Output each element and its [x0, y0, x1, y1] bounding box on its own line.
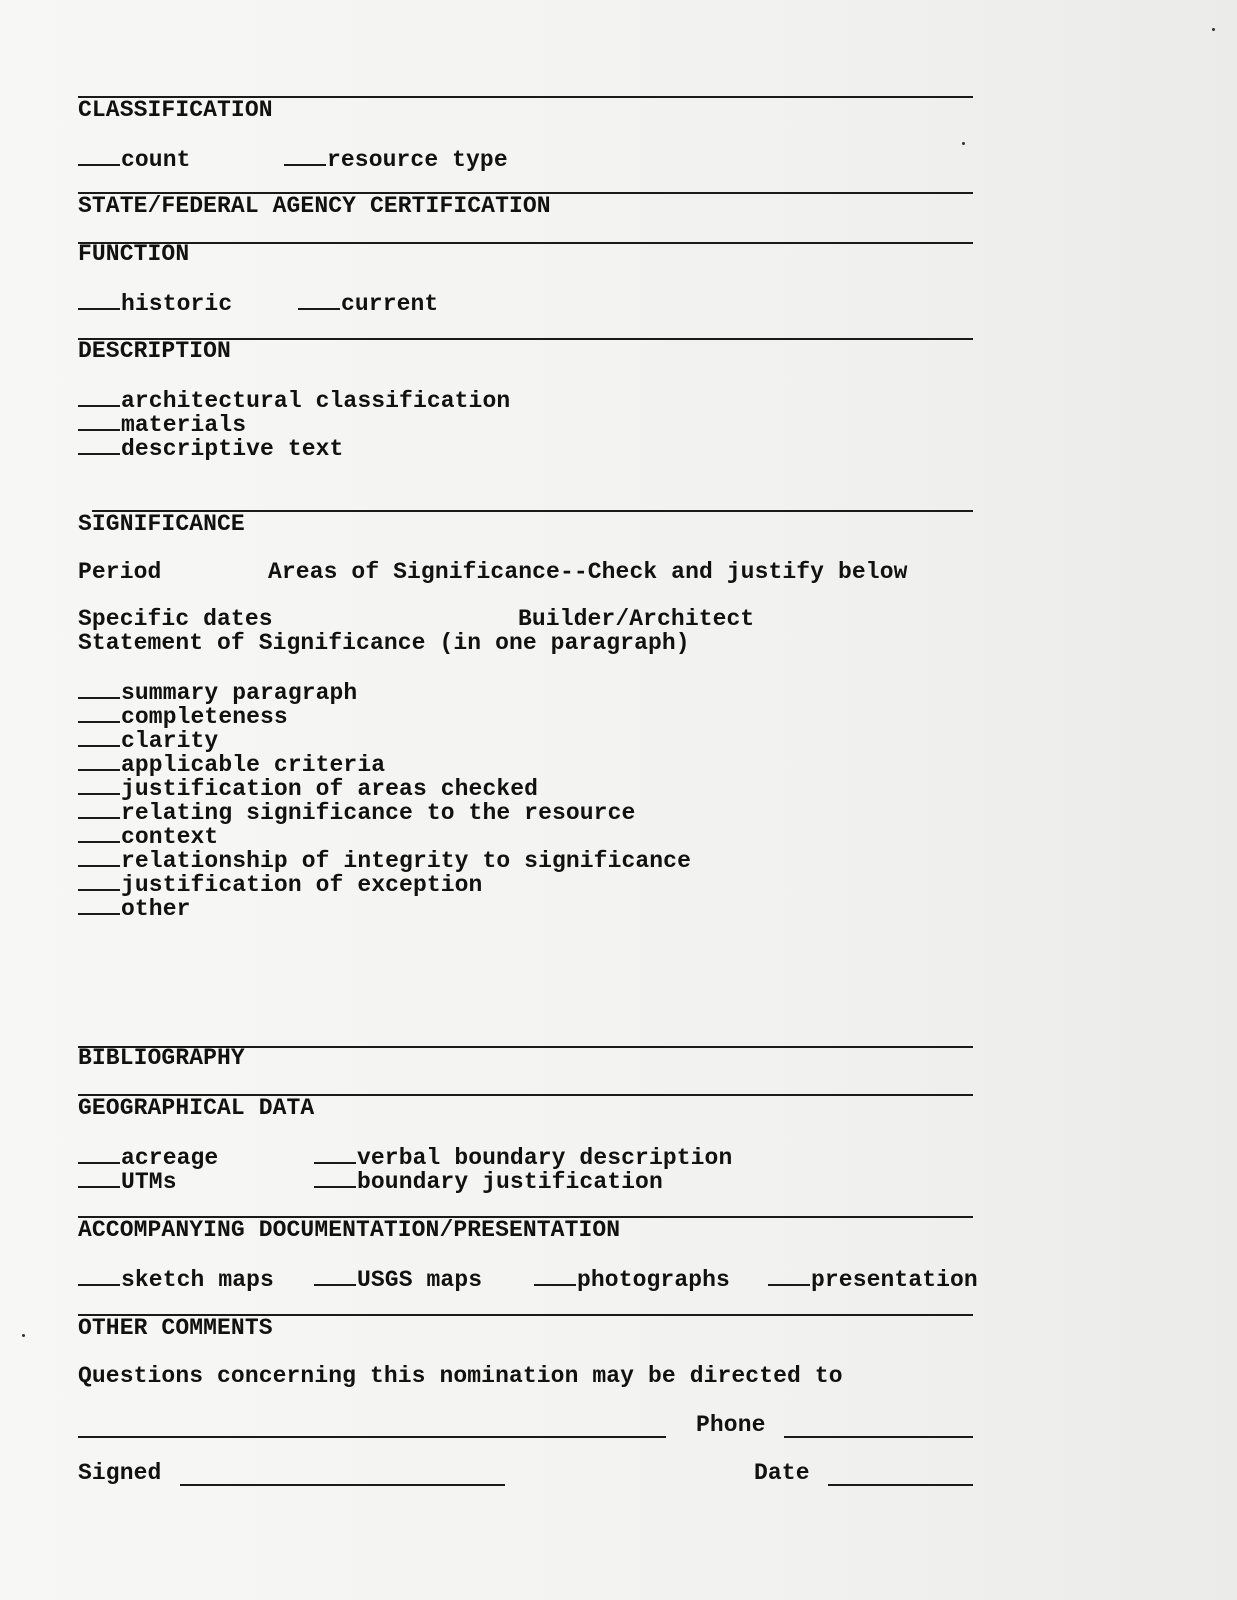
checklist-item[interactable]: UTMs	[78, 1168, 177, 1194]
check-blank[interactable]	[78, 1144, 120, 1164]
check-blank[interactable]	[768, 1266, 810, 1286]
certification-heading: STATE/FEDERAL AGENCY CERTIFICATION	[78, 193, 551, 219]
check-blank[interactable]	[78, 411, 120, 431]
phone-label: Phone	[696, 1412, 766, 1438]
check-blank[interactable]	[78, 1266, 120, 1286]
checklist-item[interactable]: acreage	[78, 1144, 218, 1170]
function-heading: FUNCTION	[78, 241, 190, 267]
check-blank[interactable]	[78, 290, 120, 310]
check-blank[interactable]	[78, 387, 120, 407]
checklist-item[interactable]: clarity	[78, 727, 218, 753]
check-blank[interactable]	[78, 871, 120, 891]
checklist-item[interactable]: count	[78, 146, 191, 172]
checklist-item[interactable]: boundary justification	[314, 1168, 663, 1194]
statement-label: Statement of Significance (in one paragraph)	[78, 630, 690, 656]
check-blank[interactable]	[78, 895, 120, 915]
checklist-item[interactable]: USGS maps	[314, 1266, 482, 1292]
checklist-item[interactable]: historic	[78, 290, 232, 316]
checklist-item[interactable]: photographs	[534, 1266, 730, 1292]
check-blank[interactable]	[314, 1144, 356, 1164]
checklist-item[interactable]: verbal boundary description	[314, 1144, 732, 1170]
check-blank[interactable]	[78, 751, 120, 771]
checklist-item[interactable]: relating significance to the resource	[78, 799, 635, 825]
check-blank[interactable]	[78, 823, 120, 843]
section-rule	[78, 242, 973, 244]
contact-name-line[interactable]	[78, 1436, 666, 1438]
check-blank[interactable]	[78, 703, 120, 723]
check-blank[interactable]	[284, 146, 326, 166]
checklist-item[interactable]: descriptive text	[78, 435, 343, 461]
areas-label: Areas of Significance--Check and justify below	[268, 559, 908, 585]
description-heading: DESCRIPTION	[78, 338, 231, 364]
date-line[interactable]	[828, 1484, 973, 1486]
scan-speck	[1212, 28, 1215, 31]
scan-speck	[962, 142, 965, 145]
check-blank[interactable]	[78, 847, 120, 867]
checklist-item[interactable]: current	[298, 290, 438, 316]
check-blank[interactable]	[78, 1168, 120, 1188]
questions-text: Questions concerning this nomination may be directed to	[78, 1363, 843, 1389]
check-blank[interactable]	[78, 435, 120, 455]
signature-line[interactable]	[180, 1484, 505, 1486]
comments-heading: OTHER COMMENTS	[78, 1315, 273, 1341]
classification-heading: CLASSIFICATION	[78, 97, 273, 123]
checklist-item[interactable]: other	[78, 895, 191, 921]
documentation-heading: ACCOMPANYING DOCUMENTATION/PRESENTATION	[78, 1217, 621, 1243]
significance-heading: SIGNIFICANCE	[78, 511, 245, 537]
checklist-item[interactable]: justification of areas checked	[78, 775, 538, 801]
checklist-item[interactable]: context	[78, 823, 218, 849]
check-blank[interactable]	[314, 1168, 356, 1188]
checklist-item[interactable]: justification of exception	[78, 871, 482, 897]
checklist-item[interactable]: materials	[78, 411, 246, 437]
dates-label: Specific dates	[78, 606, 273, 632]
geographical-heading: GEOGRAPHICAL DATA	[78, 1095, 315, 1121]
check-blank[interactable]	[78, 775, 120, 795]
scan-speck	[22, 1334, 25, 1337]
checklist-item[interactable]: architectural classification	[78, 387, 510, 413]
check-blank[interactable]	[314, 1266, 356, 1286]
builder-label: Builder/Architect	[518, 606, 755, 632]
check-blank[interactable]	[78, 799, 120, 819]
checklist-item[interactable]: sketch maps	[78, 1266, 274, 1292]
signed-label: Signed	[78, 1460, 162, 1486]
checklist-item[interactable]: presentation	[768, 1266, 978, 1292]
checklist-item[interactable]: summary paragraph	[78, 679, 357, 705]
date-label: Date	[754, 1460, 810, 1486]
checklist-item[interactable]: completeness	[78, 703, 288, 729]
checklist-item[interactable]: relationship of integrity to significance	[78, 847, 691, 873]
checklist-item[interactable]: applicable criteria	[78, 751, 385, 777]
period-label: Period	[78, 559, 162, 585]
phone-line[interactable]	[784, 1436, 973, 1438]
check-blank[interactable]	[78, 146, 120, 166]
checklist-item[interactable]: resource type	[284, 146, 508, 172]
check-blank[interactable]	[298, 290, 340, 310]
check-blank[interactable]	[78, 679, 120, 699]
bibliography-heading: BIBLIOGRAPHY	[78, 1045, 245, 1071]
check-blank[interactable]	[78, 727, 120, 747]
check-blank[interactable]	[534, 1266, 576, 1286]
